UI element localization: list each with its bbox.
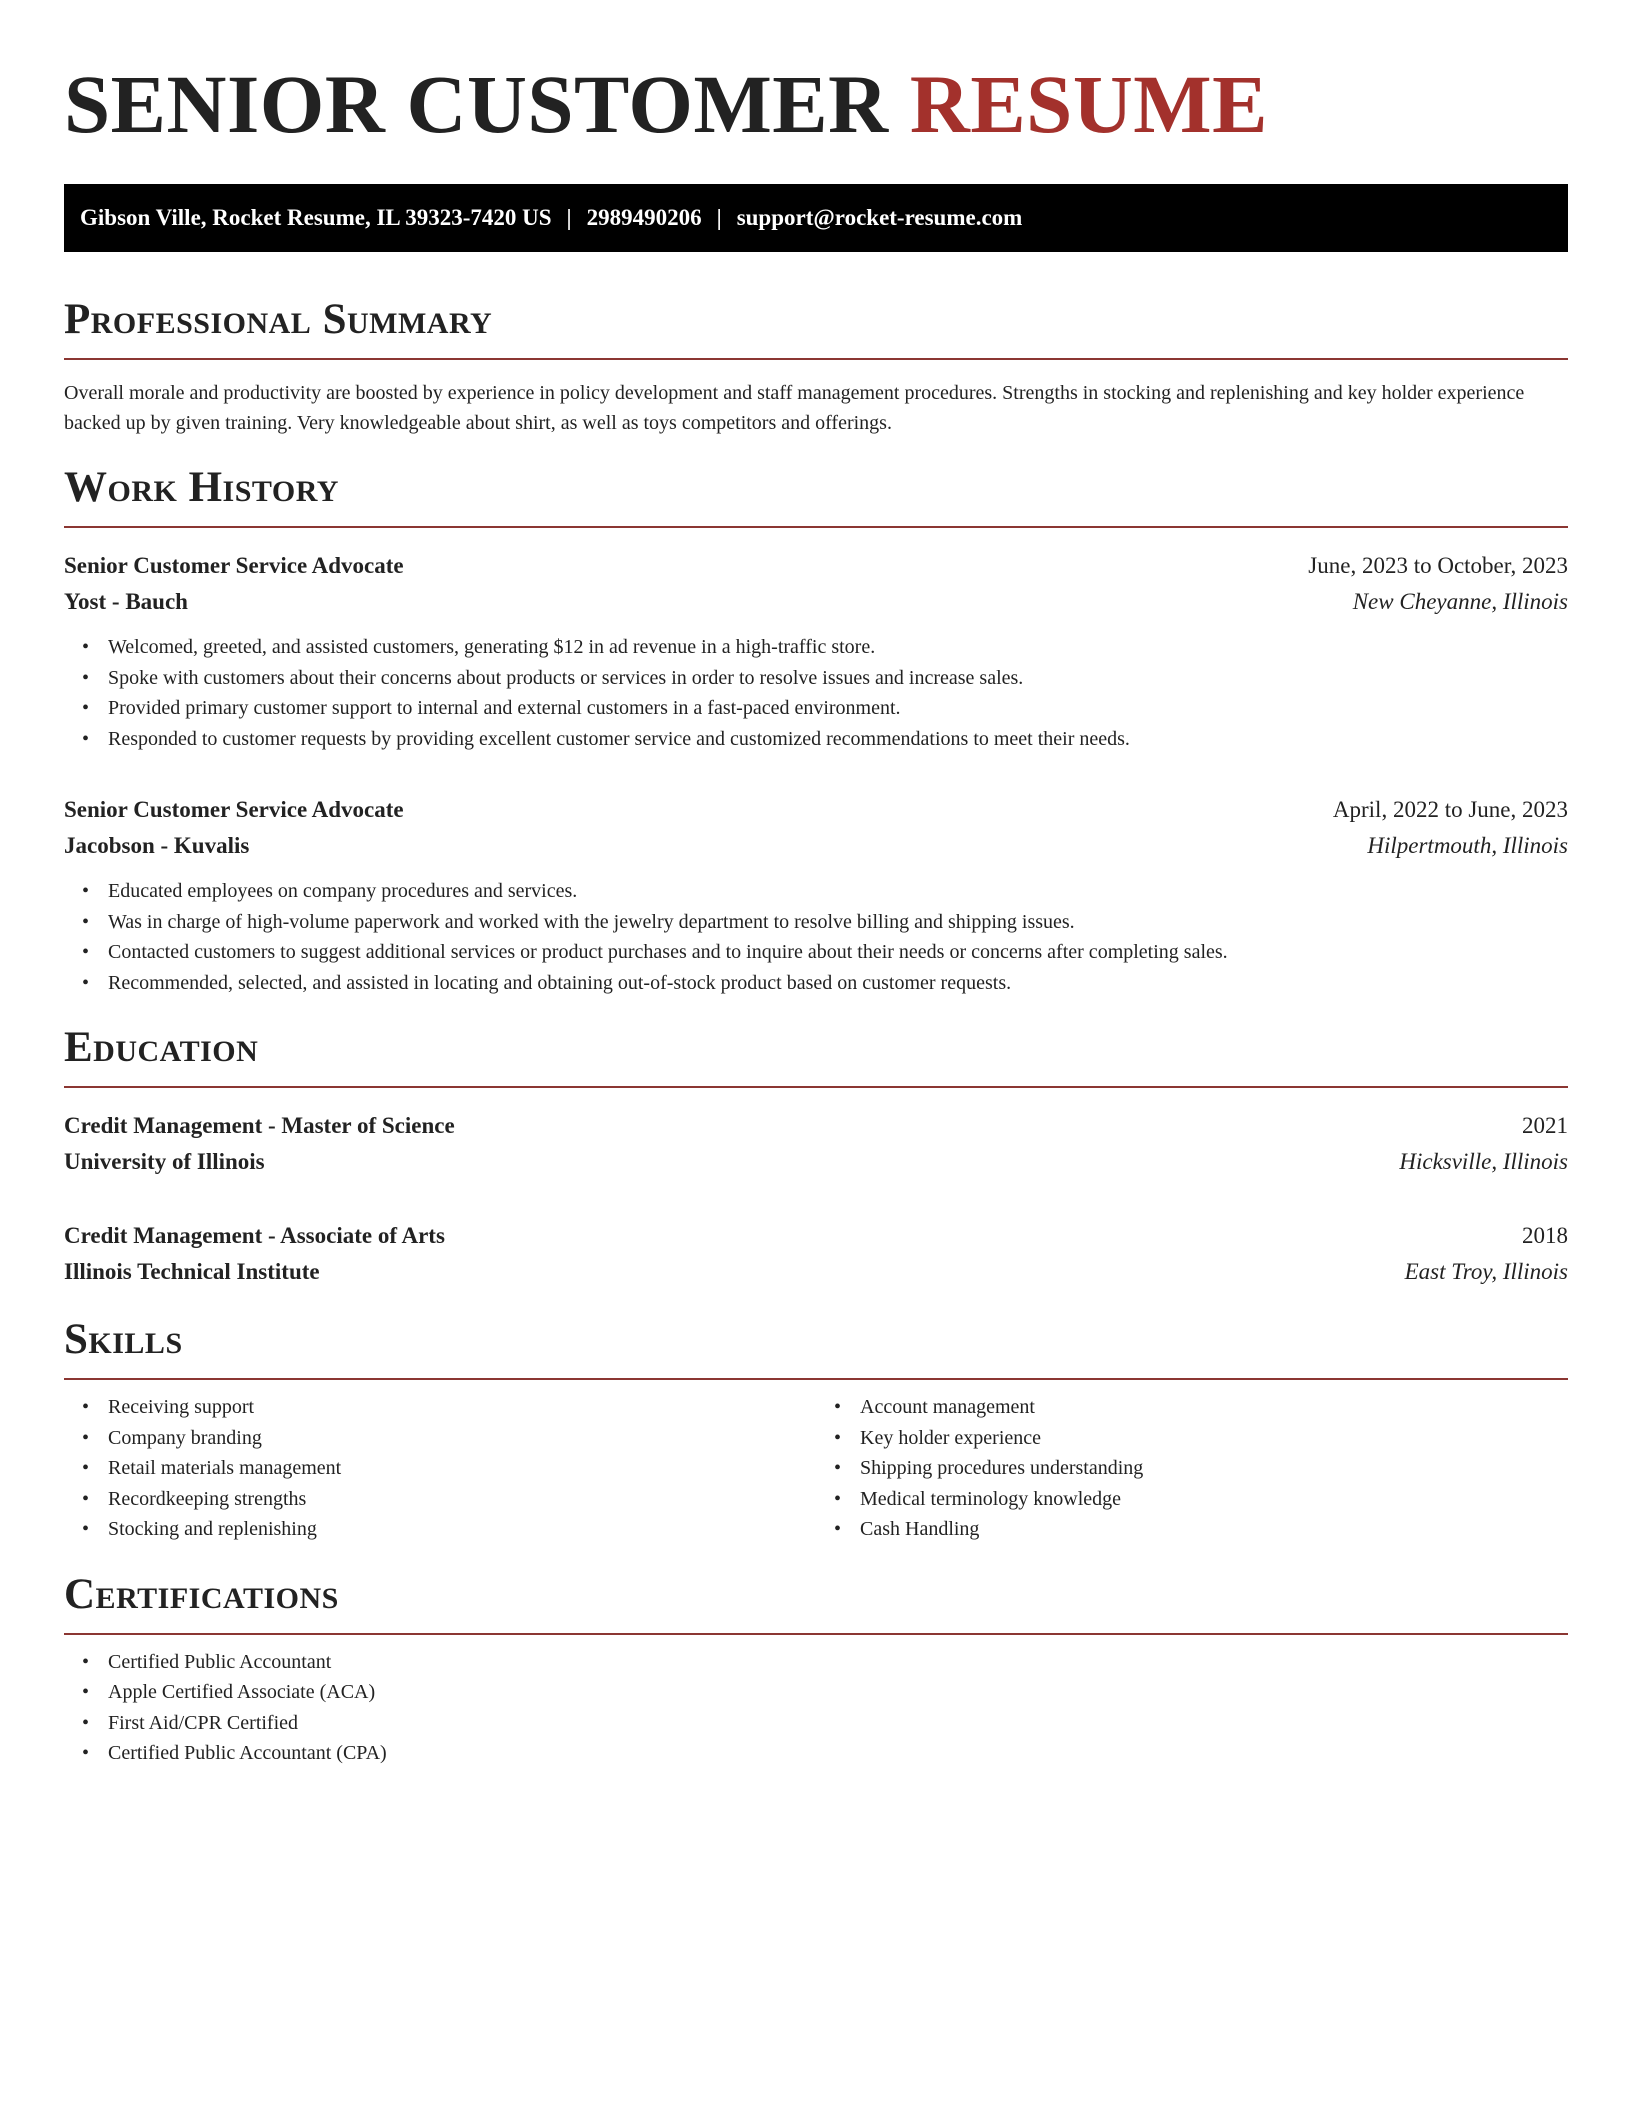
skills-column-right <box>816 1392 1568 1545</box>
summary-text: Overall morale and productivity are boosted by experience in policy development and staff management procedures. Strengths in stocking and replenishing and key holder experience backed up by given training. Very knowledgeable about shirt, as well as toys competitors and offerings. <box>64 382 1525 434</box>
education-entry <box>64 1108 1568 1180</box>
skills-list <box>64 1392 816 1545</box>
job-bullets <box>64 876 1568 998</box>
education-year: 2018 <box>1522 1223 1568 1248</box>
education-school: Illinois Technical Institute <box>64 1259 320 1284</box>
skills-column-left <box>64 1392 816 1545</box>
education-location: Hicksville, Illinois <box>1399 1149 1568 1174</box>
education-degree: Credit Management - Associate of Arts <box>64 1223 445 1248</box>
job-company: Yost - Bauch <box>64 589 188 614</box>
contact-email[interactable]: support@rocket-resume.com <box>736 205 1023 230</box>
title-main: SENIOR CUSTOMER <box>64 58 889 150</box>
job-dates: April, 2022 to June, 2023 <box>1332 797 1568 822</box>
job-bullet: • Responded to customer requests by providing excellent customer service and customized recommendations to meet their needs. <box>108 724 1568 755</box>
skill-item: • Company branding <box>108 1423 816 1454</box>
job-bullet: • Welcomed, greeted, and assisted customers, generating $12 in ad revenue in a high-traffic store. <box>108 632 1568 663</box>
job-bullet: • Spoke with customers about their concerns about products or services in order to resolve issues and increase sales. <box>108 663 1568 694</box>
skill-item: • Cash Handling <box>860 1514 1568 1545</box>
education-location: East Troy, Illinois <box>1404 1259 1568 1284</box>
job-bullet: • Recommended, selected, and assisted in locating and obtaining out-of-stock product based on customer requests. <box>108 968 1568 999</box>
certifications-list <box>64 1647 1568 1769</box>
contact-separator: | <box>716 205 722 230</box>
education-section <box>64 1020 1568 1290</box>
certifications-heading: Certifications <box>64 1570 339 1618</box>
job-title: Senior Customer Service Advocate <box>64 553 404 578</box>
job-location: New Cheyanne, Illinois <box>1352 589 1568 614</box>
contact-address: Gibson Ville, Rocket Resume, IL 39323-7420 US <box>80 205 552 230</box>
title-accent: RESUME <box>909 58 1268 150</box>
skills-heading: Skills <box>64 1316 183 1363</box>
education-year: 2021 <box>1522 1113 1568 1138</box>
skill-item: • Account management <box>860 1392 1568 1423</box>
job-title: Senior Customer Service Advocate <box>64 797 404 822</box>
job-bullet: • Was in charge of high-volume paperwork and worked with the jewelry department to resolve billing and shipping issues. <box>108 907 1568 938</box>
job-location: Hilpertmouth, Illinois <box>1367 833 1568 858</box>
certifications-section <box>64 1567 1568 1769</box>
skill-item: • Retail materials management <box>108 1453 816 1484</box>
job-company-row <box>64 584 1568 620</box>
job-entry <box>64 548 1568 754</box>
summary-section <box>64 292 1568 438</box>
section-divider <box>64 1633 1568 1635</box>
education-header-row <box>64 1218 1568 1254</box>
education-school-row <box>64 1254 1568 1290</box>
contact-phone[interactable]: 2989490206 <box>586 205 702 230</box>
skills-list <box>816 1392 1568 1545</box>
certification-item: • Certified Public Accountant <box>108 1647 1568 1678</box>
job-header-row <box>64 792 1568 828</box>
job-header-row <box>64 548 1568 584</box>
contact-bar <box>64 184 1568 252</box>
education-header-row <box>64 1108 1568 1144</box>
certification-item: • First Aid/CPR Certified <box>108 1708 1568 1739</box>
work-history-heading: Work History <box>64 464 339 511</box>
skills-section <box>64 1312 1568 1545</box>
work-history-section <box>64 460 1568 998</box>
resume-title <box>64 0 1568 150</box>
contact-separator: | <box>566 205 572 230</box>
job-bullet: • Contacted customers to suggest additional services or product purchases and to inquire about their needs or concerns after completing sales. <box>108 937 1568 968</box>
skill-item: • Recordkeeping strengths <box>108 1484 816 1515</box>
job-company: Jacobson - Kuvalis <box>64 833 250 858</box>
section-divider <box>64 526 1568 528</box>
education-degree: Credit Management - Master of Science <box>64 1113 455 1138</box>
education-heading: Education <box>64 1024 259 1071</box>
section-divider <box>64 1086 1568 1088</box>
skill-item: • Receiving support <box>108 1392 816 1423</box>
section-divider <box>64 1378 1568 1380</box>
job-bullet: • Educated employees on company procedures and services. <box>108 876 1568 907</box>
summary-heading: Professional Summary <box>64 296 493 343</box>
job-entry <box>64 792 1568 998</box>
education-school-row <box>64 1144 1568 1180</box>
skill-item: • Shipping procedures understanding <box>860 1453 1568 1484</box>
skill-item: • Medical terminology knowledge <box>860 1484 1568 1515</box>
section-divider <box>64 358 1568 360</box>
skill-item: • Key holder experience <box>860 1423 1568 1454</box>
certification-item: • Apple Certified Associate (ACA) <box>108 1677 1568 1708</box>
job-dates: June, 2023 to October, 2023 <box>1308 553 1568 578</box>
skill-item: • Stocking and replenishing <box>108 1514 816 1545</box>
education-school: University of Illinois <box>64 1149 265 1174</box>
job-bullets <box>64 632 1568 754</box>
certification-item: • Certified Public Accountant (CPA) <box>108 1738 1568 1769</box>
job-bullet: • Provided primary customer support to internal and external customers in a fast-paced environment. <box>108 693 1568 724</box>
skills-grid <box>64 1392 1568 1545</box>
job-company-row <box>64 828 1568 864</box>
education-entry <box>64 1218 1568 1290</box>
